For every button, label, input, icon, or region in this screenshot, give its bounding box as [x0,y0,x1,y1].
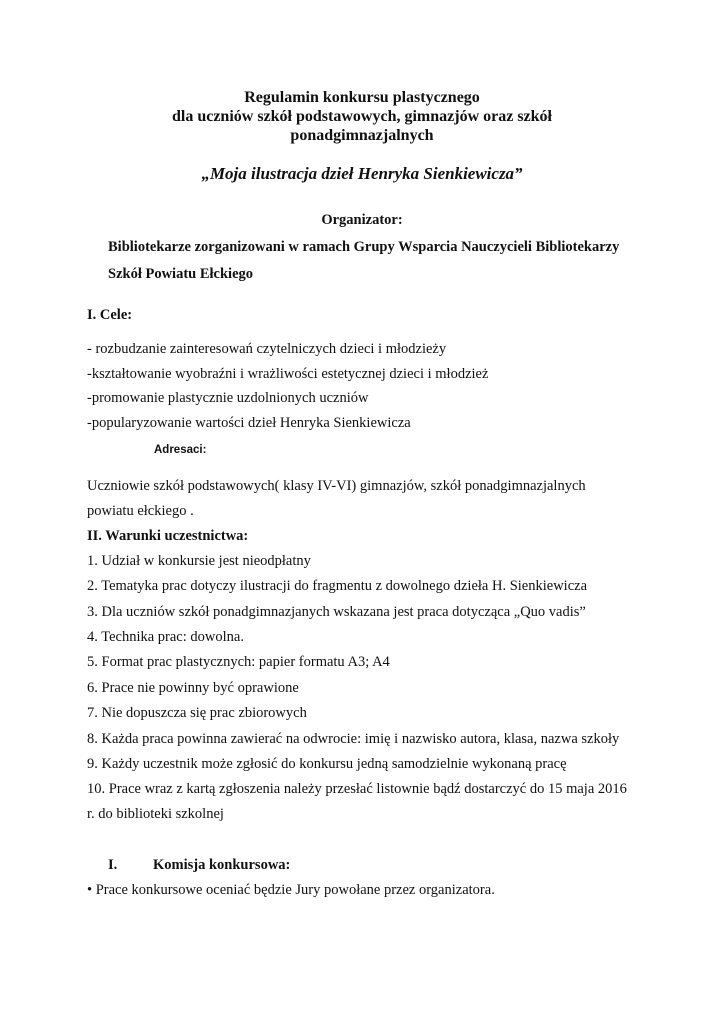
title-line-2: dla uczniów szkół podstawowych, gimnazjów oraz szkół [171,108,552,125]
addressees-line-1: Uczniowie szkół podstawowych( klasy IV-VI) gimnazjów, szkół ponadgimnazjalnych [87,478,586,494]
condition-item: 5. Format prac plastycznych: papier formatu A3; A4 [87,654,390,670]
goal-item: - rozbudzanie zainteresowań czytelniczych dzieci i młodzieży [87,341,447,357]
condition-item: 6. Prace nie powinny być oprawione [87,680,299,696]
jury-heading: Komisja konkursowa: [153,857,291,873]
addressees-heading: Adresaci: [154,444,207,456]
title-line-3: ponadgimnazjalnych [290,127,434,144]
goals-heading: I. Cele: [87,307,133,323]
condition-item: 7. Nie dopuszcza się prac zbiorowych [87,705,307,721]
goal-item: -promowanie plastycznie uzdolnionych uczniów [87,390,369,406]
organizer-line-1: Bibliotekarze zorganizowani w ramach Grupy Wsparcia Nauczycieli Bibliotekarzy [108,239,620,255]
addressees-line-2: powiatu ełckiego . [87,503,194,519]
condition-item: 2. Tematyka prac dotyczy ilustracji do fragmentu z dowolnego dzieła H. Sienkiewicza [87,578,588,594]
condition-item: 8. Każda praca powinna zawierać na odwrocie: imię i nazwisko autora, klasa, nazwa szkoły [87,731,620,747]
conditions-heading: II. Warunki uczestnictwa: [87,528,249,544]
organizer-line-2: Szkół Powiatu Ełckiego [108,266,254,282]
condition-item: r. do biblioteki szkolnej [87,806,224,822]
organizer-heading: Organizator: [321,212,403,228]
condition-item: 1. Udział w konkursie jest nieodpłatny [87,553,311,569]
competition-title: „Moja ilustracja dzieł Henryka Sienkiewicza” [201,164,523,183]
condition-item: 3. Dla uczniów szkół ponadgimnazjanych wskazana jest praca dotycząca „Quo vadis” [87,604,586,620]
jury-section-number: I. [108,857,118,873]
goal-item: -kształtowanie wyobraźni i wrażliwości estetycznej dzieci i młodzież [87,366,489,382]
condition-item: 9. Każdy uczestnik może zgłosić do konkursu jedną samodzielnie wykonaną pracę [87,756,567,772]
condition-item: 4. Technika prac: dowolna. [87,629,244,645]
title-line-1: Regulamin konkursu plastycznego [244,89,480,106]
condition-item: 10. Prace wraz z kartą zgłoszenia należy przesłać listownie bądź dostarczyć do 15 maja 2016 [87,781,627,797]
goal-item: -popularyzowanie wartości dzieł Henryka Sienkiewicza [87,415,411,431]
jury-item: • Prace konkursowe oceniać będzie Jury powołane przez organizatora. [87,882,495,898]
